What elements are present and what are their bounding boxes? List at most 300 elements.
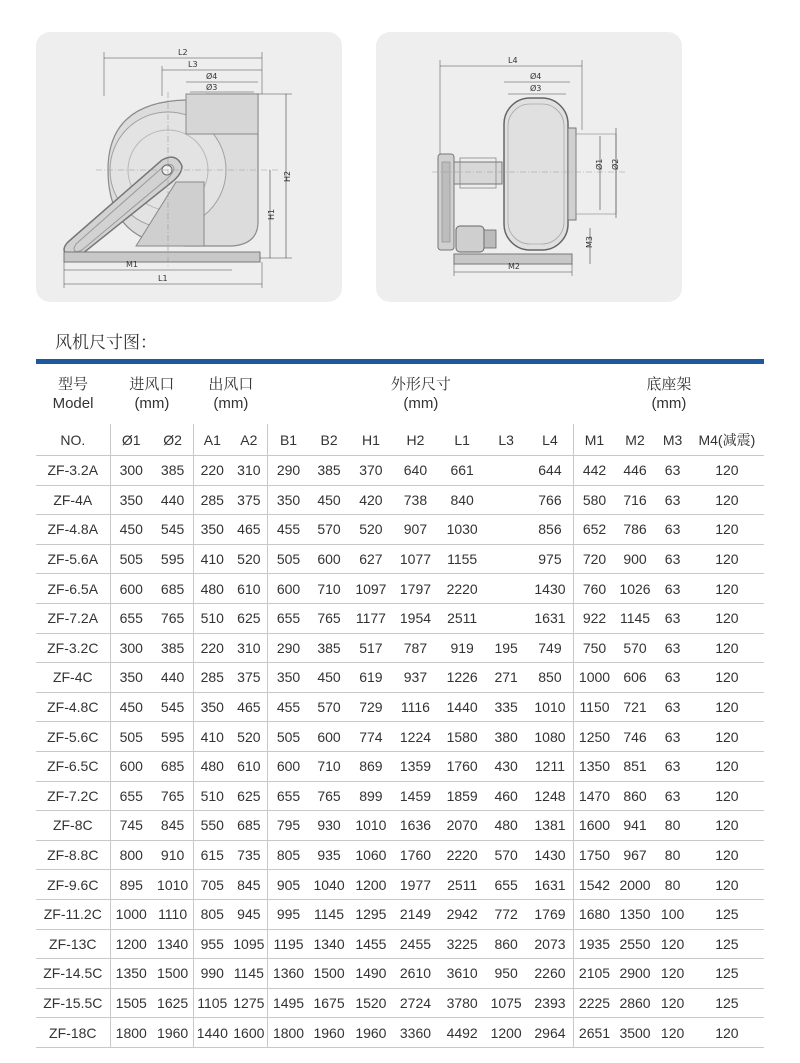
table-cell: 1440: [194, 1018, 231, 1048]
table-cell: 120: [690, 456, 764, 486]
table-cell: 765: [152, 781, 194, 811]
table-cell: 922: [574, 603, 615, 633]
model-cell: ZF-15.5C: [36, 988, 110, 1018]
table-cell: 941: [615, 811, 656, 841]
table-cell: 120: [690, 870, 764, 900]
table-cell: 2511: [439, 870, 486, 900]
table-cell: 310: [230, 633, 268, 663]
table-cell: 800: [110, 840, 152, 870]
table-cell: [486, 603, 527, 633]
group-outline: [268, 364, 574, 424]
table-row: [36, 515, 764, 545]
table-cell: 1490: [349, 959, 392, 989]
model-cell: ZF-4.8C: [36, 692, 110, 722]
table-cell: 600: [268, 574, 309, 604]
model-cell: ZF-6.5C: [36, 751, 110, 781]
column-header: L1: [439, 424, 486, 456]
dim-h2-label: H2: [283, 170, 292, 182]
dim-d4-label: Ø4: [206, 72, 218, 81]
table-cell: 1430: [527, 840, 574, 870]
table-cell: 1520: [349, 988, 392, 1018]
table-cell: 2070: [439, 811, 486, 841]
table-cell: 1797: [392, 574, 438, 604]
table-cell: 100: [655, 899, 689, 929]
table-row: [36, 840, 764, 870]
table-cell: 440: [152, 485, 194, 515]
dim-d3-label: Ø3: [206, 83, 218, 92]
table-cell: 1769: [527, 899, 574, 929]
table-cell: 1500: [309, 959, 350, 989]
table-cell: 765: [309, 781, 350, 811]
table-cell: 950: [486, 959, 527, 989]
model-cell: ZF-4C: [36, 663, 110, 693]
table-cell: 120: [690, 722, 764, 752]
table-cell: 120: [690, 515, 764, 545]
table-cell: 615: [194, 840, 231, 870]
table-cell: 955: [194, 929, 231, 959]
table-cell: 1248: [527, 781, 574, 811]
table-cell: 919: [439, 633, 486, 663]
table-cell: 446: [615, 456, 656, 486]
table-cell: 2220: [439, 574, 486, 604]
table-cell: 2900: [615, 959, 656, 989]
table-cell: 63: [655, 751, 689, 781]
table-cell: 63: [655, 456, 689, 486]
table-cell: 120: [690, 811, 764, 841]
table-cell: 945: [230, 899, 268, 929]
table-cell: 80: [655, 811, 689, 841]
table-cell: 905: [268, 870, 309, 900]
table-cell: 2225: [574, 988, 615, 1018]
column-header: M2: [615, 424, 656, 456]
table-cell: 760: [574, 574, 615, 604]
table-cell: 1145: [230, 959, 268, 989]
table-cell: 505: [110, 544, 152, 574]
section-title: 风机尺寸图：: [55, 333, 157, 352]
table-cell: 1960: [152, 1018, 194, 1048]
group-model: [36, 364, 110, 424]
table-cell: 1150: [574, 692, 615, 722]
table-cell: 63: [655, 692, 689, 722]
table-cell: 2860: [615, 988, 656, 1018]
table-cell: 1350: [110, 959, 152, 989]
table-cell: 705: [194, 870, 231, 900]
dim-m2-label: M2: [508, 262, 520, 271]
table-cell: 967: [615, 840, 656, 870]
model-cell: ZF-7.2C: [36, 781, 110, 811]
table-cell: 655: [110, 603, 152, 633]
side-view-drawing-panel: [36, 32, 342, 302]
table-cell: 505: [110, 722, 152, 752]
table-cell: 772: [486, 899, 527, 929]
table-cell: 1631: [527, 870, 574, 900]
table-cell: 860: [615, 781, 656, 811]
table-cell: 63: [655, 574, 689, 604]
table-cell: 63: [655, 633, 689, 663]
table-cell: 1195: [268, 929, 309, 959]
dim-d2-label: Ø2: [611, 158, 620, 170]
table-cell: 300: [110, 456, 152, 486]
table-cell: 120: [690, 1018, 764, 1048]
table-cell: 350: [110, 485, 152, 515]
table-cell: 1060: [349, 840, 392, 870]
table-cell: 120: [690, 485, 764, 515]
column-header: A2: [230, 424, 268, 456]
table-cell: 805: [268, 840, 309, 870]
table-cell: 2393: [527, 988, 574, 1018]
table-cell: 3780: [439, 988, 486, 1018]
table-cell: 1381: [527, 811, 574, 841]
table-cell: 1105: [194, 988, 231, 1018]
table-cell: 1000: [574, 663, 615, 693]
model-cell: ZF-5.6A: [36, 544, 110, 574]
table-cell: 545: [152, 692, 194, 722]
table-cell: 1250: [574, 722, 615, 752]
table-cell: 290: [268, 456, 309, 486]
table-cell: 350: [268, 663, 309, 693]
table-row: [36, 781, 764, 811]
table-cell: 125: [690, 959, 764, 989]
table-cell: 120: [690, 633, 764, 663]
column-header: Ø2: [152, 424, 194, 456]
table-cell: 595: [152, 544, 194, 574]
table-cell: 1200: [110, 929, 152, 959]
table-cell: 335: [486, 692, 527, 722]
table-cell: 805: [194, 899, 231, 929]
table-cell: 3225: [439, 929, 486, 959]
table-row: [36, 544, 764, 574]
dim-h1-label: H1: [267, 208, 276, 220]
table-cell: 749: [527, 633, 574, 663]
table-cell: 595: [152, 722, 194, 752]
table-cell: 271: [486, 663, 527, 693]
table-cell: 1211: [527, 751, 574, 781]
table-cell: 1960: [309, 1018, 350, 1048]
group-inlet-line1: 进风口: [129, 376, 175, 393]
group-base-line2: (mm): [651, 395, 687, 412]
table-cell: 1360: [268, 959, 309, 989]
model-cell: ZF-4.8A: [36, 515, 110, 545]
table-cell: 745: [110, 811, 152, 841]
column-header: H1: [349, 424, 392, 456]
table-cell: 2651: [574, 1018, 615, 1048]
table-cell: 1935: [574, 929, 615, 959]
table-cell: 120: [690, 751, 764, 781]
table-cell: 1359: [392, 751, 438, 781]
table-row: [36, 959, 764, 989]
column-header: Ø1: [110, 424, 152, 456]
table-cell: 410: [194, 544, 231, 574]
table-cell: 856: [527, 515, 574, 545]
table-cell: 1636: [392, 811, 438, 841]
model-cell: ZF-5.6C: [36, 722, 110, 752]
column-header: M1: [574, 424, 615, 456]
table-row: [36, 574, 764, 604]
table-cell: 120: [690, 781, 764, 811]
group-outlet: [194, 364, 268, 424]
group-inlet: [110, 364, 194, 424]
table-cell: 2550: [615, 929, 656, 959]
table-cell: 738: [392, 485, 438, 515]
table-cell: 2455: [392, 929, 438, 959]
table-cell: 120: [655, 959, 689, 989]
group-model-line1: 型号: [58, 376, 89, 393]
dim-right-d3-label: Ø3: [530, 84, 542, 93]
table-cell: 1095: [230, 929, 268, 959]
model-cell: ZF-7.2A: [36, 603, 110, 633]
table-cell: 1542: [574, 870, 615, 900]
table-cell: 1200: [349, 870, 392, 900]
group-base: [574, 364, 764, 424]
table-cell: 907: [392, 515, 438, 545]
table-cell: 220: [194, 633, 231, 663]
column-header: B2: [309, 424, 350, 456]
table-row: [36, 633, 764, 663]
model-cell: ZF-3.2A: [36, 456, 110, 486]
table-cell: 930: [309, 811, 350, 841]
table-cell: 570: [309, 692, 350, 722]
table-cell: 840: [439, 485, 486, 515]
table-cell: 774: [349, 722, 392, 752]
table-cell: 735: [230, 840, 268, 870]
table-cell: 625: [230, 603, 268, 633]
column-header: M4(减震): [690, 424, 764, 456]
group-model-line2: Model: [52, 395, 94, 412]
model-cell: ZF-14.5C: [36, 959, 110, 989]
table-cell: 2511: [439, 603, 486, 633]
table-cell: 661: [439, 456, 486, 486]
table-cell: 80: [655, 870, 689, 900]
table-cell: 600: [110, 574, 152, 604]
column-header: NO.: [36, 424, 110, 456]
table-cell: 1224: [392, 722, 438, 752]
dim-l3-label: L3: [188, 60, 198, 69]
table-cell: 1010: [349, 811, 392, 841]
table-cell: 900: [615, 544, 656, 574]
front-view-drawing: [376, 32, 682, 302]
table-cell: 1110: [152, 899, 194, 929]
table-cell: 1859: [439, 781, 486, 811]
table-cell: 1459: [392, 781, 438, 811]
table-cell: 2149: [392, 899, 438, 929]
table-cell: 310: [230, 456, 268, 486]
table-cell: 350: [194, 692, 231, 722]
table-cell: 3610: [439, 959, 486, 989]
table-cell: 644: [527, 456, 574, 486]
table-cell: 640: [392, 456, 438, 486]
table-row: [36, 870, 764, 900]
table-cell: 120: [690, 663, 764, 693]
table-cell: 63: [655, 663, 689, 693]
dim-right-d4-label: Ø4: [530, 72, 542, 81]
table-cell: 1155: [439, 544, 486, 574]
table-cell: 125: [690, 929, 764, 959]
table-cell: 195: [486, 633, 527, 663]
table-cell: 1340: [152, 929, 194, 959]
table-cell: [486, 544, 527, 574]
dim-d1-label: Ø1: [595, 158, 604, 170]
table-cell: 935: [309, 840, 350, 870]
model-cell: ZF-3.2C: [36, 633, 110, 663]
table-cell: 1077: [392, 544, 438, 574]
group-outline-line1: 外形尺寸: [390, 376, 451, 393]
table-cell: 120: [690, 692, 764, 722]
group-inlet-line2: (mm): [134, 395, 170, 412]
table-cell: 720: [574, 544, 615, 574]
table-row: [36, 692, 764, 722]
table-cell: 1760: [392, 840, 438, 870]
model-cell: ZF-18C: [36, 1018, 110, 1048]
table-cell: 442: [574, 456, 615, 486]
column-header: L3: [486, 424, 527, 456]
table-cell: 1075: [486, 988, 527, 1018]
table-cell: [486, 456, 527, 486]
table-cell: 1960: [349, 1018, 392, 1048]
table-cell: 465: [230, 692, 268, 722]
table-cell: 410: [194, 722, 231, 752]
table-cell: 2724: [392, 988, 438, 1018]
table-cell: 120: [690, 840, 764, 870]
model-cell: ZF-9.6C: [36, 870, 110, 900]
table-cell: 2610: [392, 959, 438, 989]
table-cell: 766: [527, 485, 574, 515]
table-cell: 1495: [268, 988, 309, 1018]
table-cell: 63: [655, 485, 689, 515]
table-cell: 899: [349, 781, 392, 811]
table-row: [36, 1018, 764, 1048]
dim-l1-label: L1: [158, 274, 168, 283]
group-header-row: [36, 364, 764, 424]
dim-m1-label: M1: [126, 260, 138, 269]
table-row: [36, 603, 764, 633]
model-cell: ZF-8.8C: [36, 840, 110, 870]
table-cell: 860: [486, 929, 527, 959]
column-header-row: [36, 424, 764, 456]
table-cell: 1430: [527, 574, 574, 604]
table-cell: 786: [615, 515, 656, 545]
table-cell: 1680: [574, 899, 615, 929]
table-cell: 1145: [615, 603, 656, 633]
column-header: H2: [392, 424, 438, 456]
table-cell: 1275: [230, 988, 268, 1018]
table-cell: 1800: [110, 1018, 152, 1048]
table-cell: 625: [230, 781, 268, 811]
table-cell: 1177: [349, 603, 392, 633]
table-cell: [486, 485, 527, 515]
table-cell: 120: [655, 988, 689, 1018]
table-cell: 550: [194, 811, 231, 841]
table-cell: 2964: [527, 1018, 574, 1048]
table-cell: 450: [110, 692, 152, 722]
table-cell: 1631: [527, 603, 574, 633]
table-cell: 1750: [574, 840, 615, 870]
table-cell: 520: [230, 722, 268, 752]
table-cell: 480: [486, 811, 527, 841]
table-cell: 570: [615, 633, 656, 663]
table-cell: 520: [230, 544, 268, 574]
table-row: [36, 456, 764, 486]
group-base-line1: 底座架: [646, 376, 692, 393]
table-cell: 1097: [349, 574, 392, 604]
table-cell: 505: [268, 544, 309, 574]
table-cell: 2220: [439, 840, 486, 870]
table-cell: 580: [574, 485, 615, 515]
table-cell: 2260: [527, 959, 574, 989]
table-cell: 120: [690, 544, 764, 574]
table-cell: 710: [309, 574, 350, 604]
table-cell: 1080: [527, 722, 574, 752]
table-cell: 600: [309, 544, 350, 574]
model-cell: ZF-8C: [36, 811, 110, 841]
model-cell: ZF-4A: [36, 485, 110, 515]
table-body: [36, 456, 764, 1048]
table-cell: 120: [655, 1018, 689, 1048]
model-cell: ZF-13C: [36, 929, 110, 959]
table-cell: 1505: [110, 988, 152, 1018]
table-row: [36, 988, 764, 1018]
table-cell: 685: [152, 574, 194, 604]
table-cell: 285: [194, 663, 231, 693]
table-cell: 710: [309, 751, 350, 781]
table-cell: 1675: [309, 988, 350, 1018]
table-cell: 570: [486, 840, 527, 870]
table-cell: 480: [194, 751, 231, 781]
front-view-drawing-panel: [376, 32, 682, 302]
table-cell: 380: [486, 722, 527, 752]
table-cell: 63: [655, 603, 689, 633]
table-cell: 385: [309, 633, 350, 663]
table-cell: 385: [152, 633, 194, 663]
group-outlet-line1: 出风口: [208, 376, 254, 393]
table-cell: 430: [486, 751, 527, 781]
table-row: [36, 811, 764, 841]
model-cell: ZF-11.2C: [36, 899, 110, 929]
table-row: [36, 663, 764, 693]
group-outline-line2: (mm): [403, 395, 439, 412]
group-outlet-line2: (mm): [213, 395, 249, 412]
table-cell: 1625: [152, 988, 194, 1018]
table-cell: 765: [309, 603, 350, 633]
table-cell: [486, 574, 527, 604]
table-cell: 440: [152, 663, 194, 693]
table-cell: 220: [194, 456, 231, 486]
table-cell: 300: [110, 633, 152, 663]
table-cell: 290: [268, 633, 309, 663]
table-cell: 370: [349, 456, 392, 486]
table-cell: 655: [110, 781, 152, 811]
table-cell: 721: [615, 692, 656, 722]
table-cell: 455: [268, 692, 309, 722]
table-cell: 619: [349, 663, 392, 693]
table-cell: 2000: [615, 870, 656, 900]
dim-l4-label: L4: [508, 56, 518, 65]
table-cell: 505: [268, 722, 309, 752]
table-cell: 746: [615, 722, 656, 752]
table-cell: 63: [655, 781, 689, 811]
table-cell: 2073: [527, 929, 574, 959]
table-cell: 450: [110, 515, 152, 545]
table-cell: 1500: [152, 959, 194, 989]
table-cell: 460: [486, 781, 527, 811]
table-cell: 627: [349, 544, 392, 574]
table-cell: 975: [527, 544, 574, 574]
table-cell: 1026: [615, 574, 656, 604]
table-cell: 729: [349, 692, 392, 722]
table-cell: 750: [574, 633, 615, 663]
table-cell: 285: [194, 485, 231, 515]
table-cell: 545: [152, 515, 194, 545]
table-cell: 385: [309, 456, 350, 486]
